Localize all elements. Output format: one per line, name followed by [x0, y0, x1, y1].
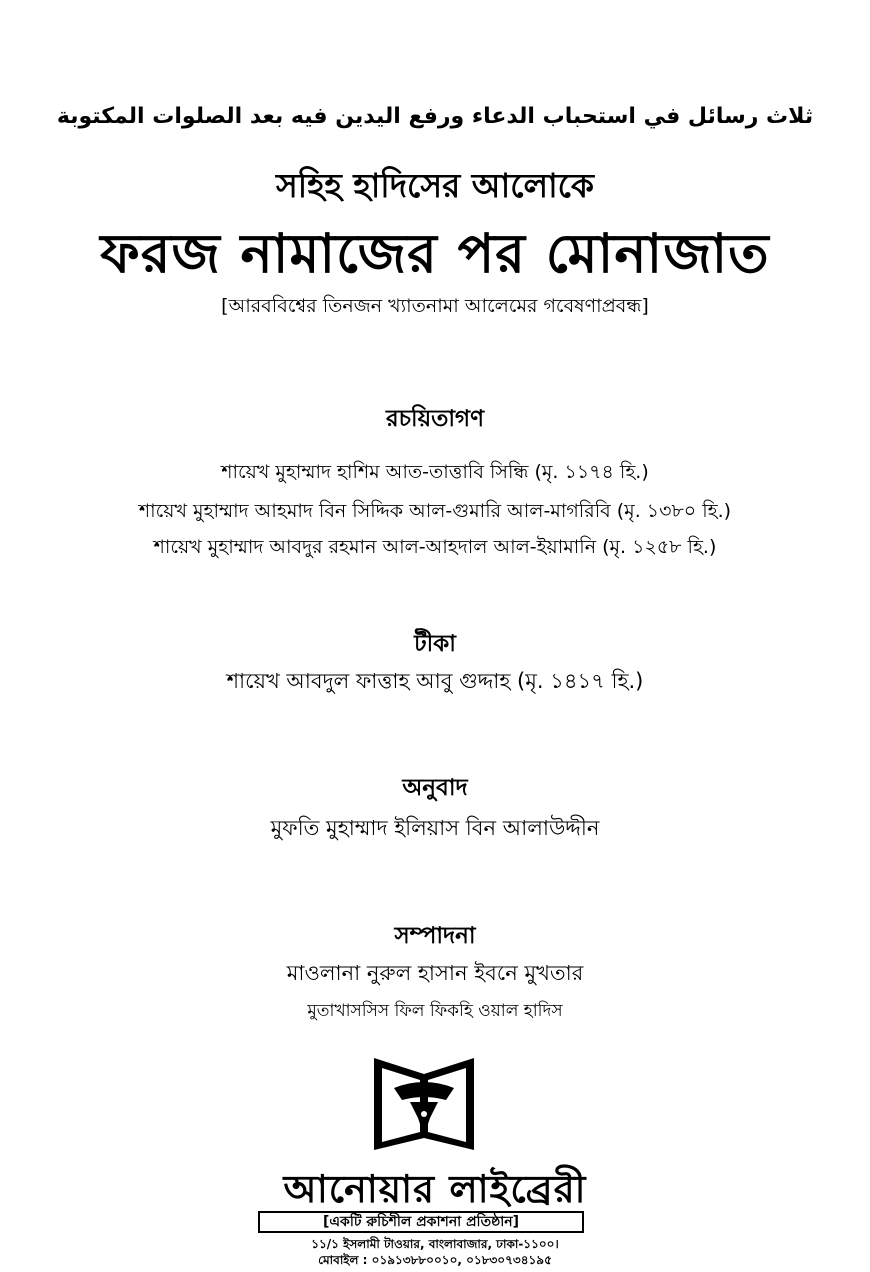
annotator-name: শায়েখ আবদুল ফাত্তাহ আবু গুদ্দাহ (মৃ. ১৪১৭ হি.): [226, 669, 644, 693]
editing-heading: সম্পাদনা: [394, 923, 476, 949]
editor-designation: মুতাখাসসিস ফিল ফিকহি ওয়াল হাদিস: [307, 1001, 563, 1021]
subtitle: সহিহ হাদিসের আলোকে: [275, 166, 595, 205]
author-3: শায়েখ মুহাম্মাদ আবদুর রহমান আল-আহদাল আল-ইয়ামানি (মৃ. ১২৫৮ হি.): [153, 536, 717, 558]
bracket-note: [আরববিশ্বের তিনজন খ্যাতনামা আলেমের গবেষণাপ্রবন্ধ]: [221, 295, 649, 317]
arabic-title: ثلاث رسائل في استحباب الدعاء ورفع اليدين فيه بعد الصلوات المكتوبة: [56, 104, 814, 129]
editor-name: মাওলানা নুরুল হাসান ইবনে মুখতার: [286, 961, 584, 985]
publisher-address: ১১/১ ইসলামী টাওয়ার, বাংলাবাজার, ঢাকা-১১০০।: [311, 1237, 559, 1251]
translator-name: মুফতি মুহাম্মাদ ইলিয়াস বিন আলাউদ্দীন: [270, 816, 600, 840]
book-pen-logo-icon: [370, 1052, 478, 1156]
publisher-phone: মোবাইল : ০১৯১৩৮৮০০১০, ০১৮৩০৭৩৪১৯৫: [318, 1253, 552, 1267]
annotation-heading: টীকা: [414, 631, 456, 657]
author-2: শায়েখ মুহাম্মাদ আহমাদ বিন সিদ্দিক আল-গুমারি আল-মাগরিবি (মৃ. ১৩৮০ হি.): [138, 500, 732, 522]
author-1: শায়েখ মুহাম্মাদ হাশিম আত-তাত্তাবি সিন্ধি (মৃ. ১১৭৪ হি.): [221, 461, 649, 483]
publisher-name: আনোয়ার লাইব্রেরী: [283, 1167, 587, 1211]
book-title: ফরজ নামাজের পর মোনাজাত: [100, 222, 770, 285]
publisher-tagline: [একটি রুচিশীল প্রকাশনা প্রতিষ্ঠান]: [258, 1211, 584, 1233]
authors-heading: রচয়িতাগণ: [385, 406, 485, 432]
translation-heading: অনুবাদ: [402, 775, 468, 801]
